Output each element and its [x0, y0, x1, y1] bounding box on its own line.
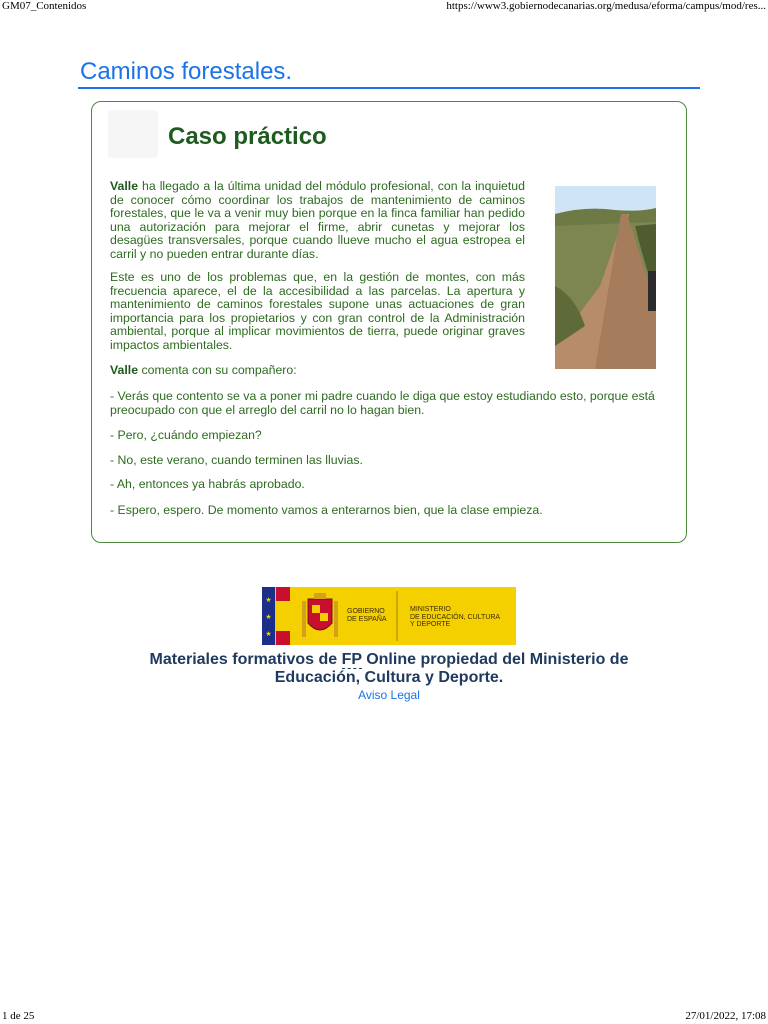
government-logo: [262, 587, 516, 645]
forest-road-photo: [555, 186, 656, 369]
page-counter: 1 de 25: [2, 1010, 35, 1022]
print-datetime: 27/01/2022, 17:08: [685, 1010, 766, 1022]
dialogue-line: - Verás que contento se va a poner mi padre cuando le diga que estoy estudiando esto, porque está preocupado con que el arreglo del carril no lo hagan bien.: [110, 389, 655, 417]
legal-notice-link[interactable]: Aviso Legal: [358, 688, 420, 702]
case-study-icon: [108, 110, 158, 158]
document-title: GM07_Contenidos: [2, 0, 87, 12]
fp-abbreviation[interactable]: FP: [341, 651, 362, 668]
case-paragraph-1: [110, 180, 525, 261]
ministry-label: MINISTERIO DE EDUCACIÓN, CULTURA Y DEPORTE: [410, 606, 501, 628]
character-name: Valle: [110, 179, 139, 193]
svg-text:★: ★: [265, 613, 272, 621]
svg-text:★: ★: [265, 596, 272, 604]
paragraph-text: ha llegado a la última unidad del módulo profesional, con la inquietud de conocer cómo coordinar los trabajos de mantenimiento de caminos forestales, que le va a venir muy bien porque en la finca familiar han pedido una autorización para mejorar el firme, abrir cunetas y mejorar los desagües transversales, porque cuando llueve mucho el agua estropea el carril y no pueden entrar durante días.: [110, 179, 525, 261]
page-title: Caminos forestales.: [80, 58, 293, 85]
materials-credit: Materiales formativos de FP Online propiedad del Ministerio de Educación, Cultura y Deporte.: [149, 651, 629, 686]
character-name: Valle: [110, 363, 139, 377]
paragraph-text: comenta con su compañero:: [138, 363, 297, 377]
svg-text:★: ★: [265, 630, 272, 638]
document-url: https://www3.gobiernodecanarias.org/medusa/eforma/campus/mod/res...: [446, 0, 766, 12]
dialogue-line: - Espero, espero. De momento vamos a enterarnos bien, que la clase empieza.: [110, 503, 543, 517]
dialogue-line: - Ah, entonces ya habrás aprobado.: [110, 477, 305, 491]
dialogue-line: - No, este verano, cuando terminen las lluvias.: [110, 453, 363, 467]
government-label: GOBIERNO DE ESPAÑA: [347, 608, 387, 623]
case-study-heading: Caso práctico: [168, 123, 327, 150]
dialogue-line: - Pero, ¿cuándo empiezan?: [110, 428, 262, 442]
case-paragraph-2: Este es uno de los problemas que, en la gestión de montes, con más frecuencia aparece, el de la accesibilidad a las parcelas. La apertura y mantenimiento de caminos forestales supone unas actuaciones de gran importancia para los propietarios y con gran control de la Administración ambiental, porque al implicar movimientos de tierra, puede originar graves impactos ambientales.: [110, 270, 525, 352]
title-divider: [78, 87, 700, 89]
case-paragraph-3: [110, 364, 525, 378]
